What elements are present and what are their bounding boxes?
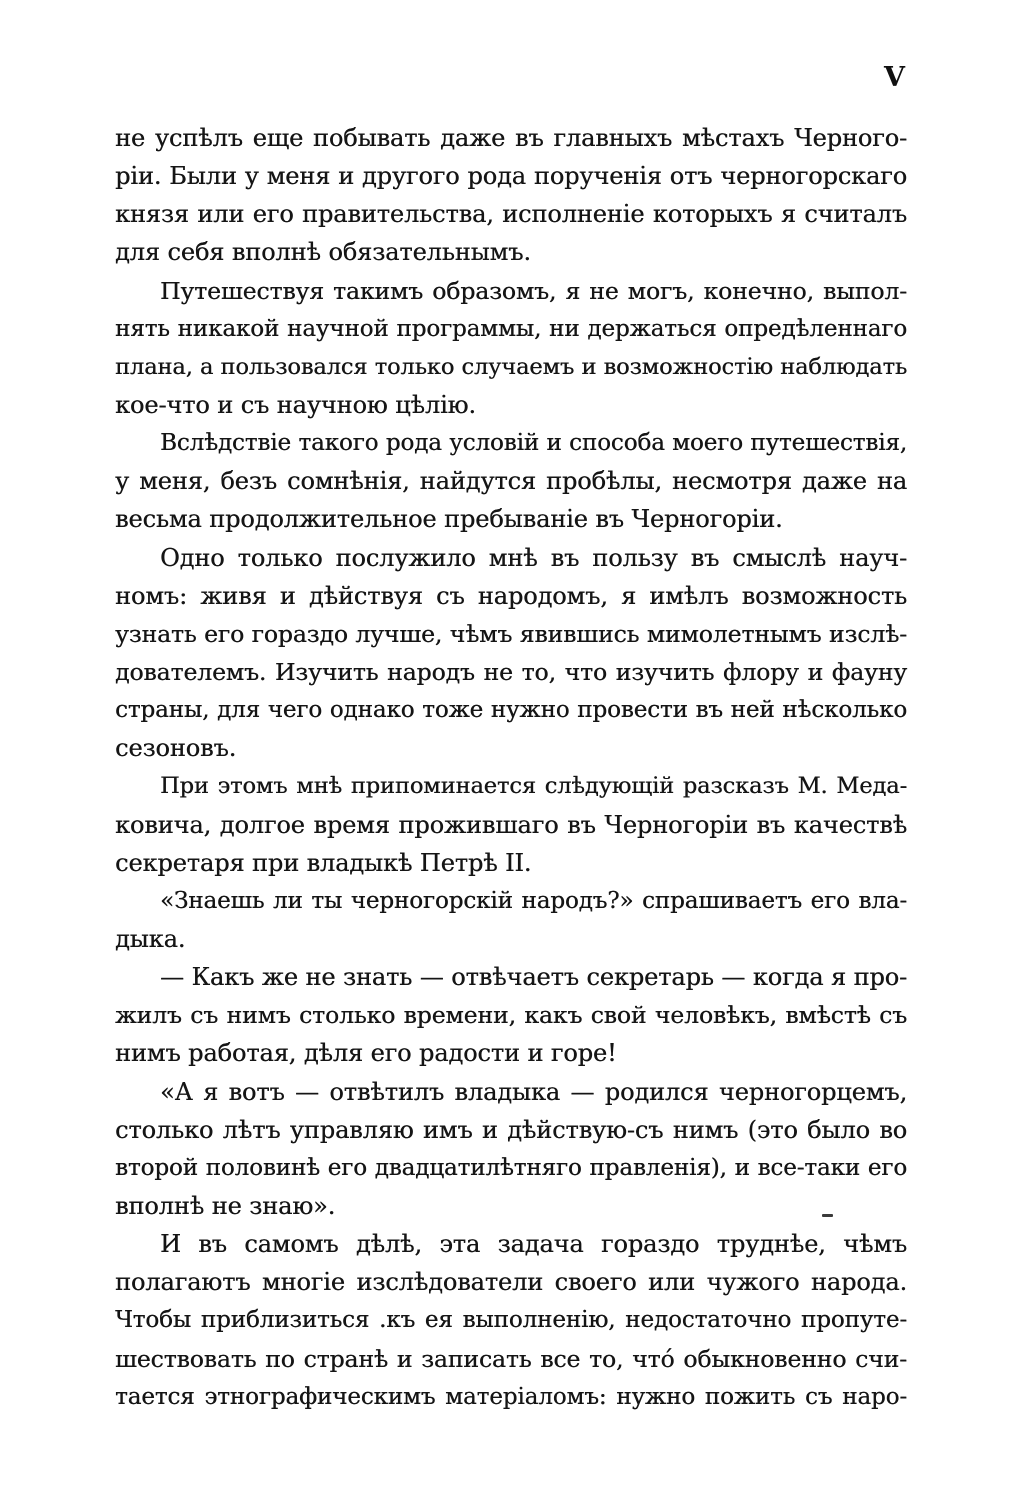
text-line: страны, для чего однако тоже нужно провести въ ней нѣсколько — [115, 697, 907, 724]
text-line: второй половинѣ его двадцатилѣтняго правленія), и все-таки его — [115, 1154, 907, 1181]
text-line: плана, а пользовался только случаемъ и возможностію наблюдать — [115, 353, 907, 380]
text-line: князя или его правительства, исполненіе которыхъ я считалъ — [115, 200, 907, 229]
text-line: «А я вотъ — отвѣтилъ владыка — родился черногорцемъ, — [160, 1077, 907, 1106]
text-line: тается этнографическимъ матеріаломъ: нужно пожить съ наро- — [115, 1383, 907, 1410]
text-line: не успѣлъ еще побывать даже въ главныхъ мѣстахъ Черного- — [115, 124, 907, 152]
text-line: секретаря при владыкѣ Петрѣ II. — [115, 848, 532, 877]
text-line: у меня, безъ сомнѣнія, найдутся пробѣлы, несмотря даже на — [115, 467, 907, 496]
text-line: для себя вполнѣ обязательнымъ. — [115, 238, 531, 267]
text-line: Одно только послужило мнѣ въ пользу въ смыслѣ науч- — [160, 543, 907, 572]
text-line: дыка. — [115, 924, 186, 953]
text-line: нимъ работая, дѣля его радости и горе! — [115, 1039, 617, 1068]
text-line: нять никакой научной программы, ни держаться опредѣленнаго — [115, 315, 907, 342]
text-line: полагаютъ многіе изслѣдователи своего или чужого народа. — [115, 1268, 907, 1297]
text-line: И въ самомъ дѣлѣ, эта задача гораздо труднѣе, чѣмъ — [160, 1230, 907, 1259]
text-line: Путешествуя такимъ образомъ, я не могъ, конечно, выпол- — [160, 276, 907, 305]
text-line: сезоновъ. — [115, 734, 237, 763]
text-line: ріи. Были у меня и другого рода порученія отъ черногорскаго — [115, 162, 907, 191]
text-line: кое-что и съ научною цѣлію. — [115, 390, 476, 419]
text-line: весьма продолжительное пребываніе въ Черногоріи. — [115, 505, 783, 534]
text-line: вполнѣ не знаю». — [115, 1191, 336, 1220]
text-line: жилъ съ нимъ столько времени, какъ свой человѣкъ, вмѣстѣ съ — [115, 1001, 907, 1030]
text-block — [115, 119, 907, 1416]
ink-speck-artifact — [822, 1214, 833, 1217]
text-line: Вслѣдствіе такого рода условій и способа моего путешествія, — [160, 430, 907, 457]
text-line: — Какъ же не знать — отвѣчаетъ секретарь — когда я про- — [160, 963, 907, 992]
text-line: номъ: живя и дѣйствуя съ народомъ, я имѣлъ возможность — [115, 581, 907, 610]
text-line: Чтобы приблизиться .къ ея выполненію, недостаточно пропуте- — [115, 1307, 907, 1334]
text-line: узнать его гораздо лучше, чѣмъ явившись мимолетнымъ изслѣ- — [115, 619, 907, 648]
text-line: столько лѣтъ управляю имъ и дѣйствую-съ нимъ (это было во — [115, 1115, 907, 1144]
page-number: V — [884, 62, 906, 93]
text-line: При этомъ мнѣ припоминается слѣдующій разсказъ М. Меда- — [160, 773, 907, 800]
text-line: ковича, долгое время прожившаго въ Черногоріи въ качествѣ — [115, 810, 907, 839]
text-line: шествовать по странѣ и записать все то, чтó обыкновенно счи- — [115, 1344, 907, 1373]
text-line: дователемъ. Изучить народъ не то, что изучить флору и фауну — [115, 657, 907, 686]
text-line: «Знаешь ли ты черногорскій народъ?» спрашиваетъ его вла- — [160, 887, 907, 914]
